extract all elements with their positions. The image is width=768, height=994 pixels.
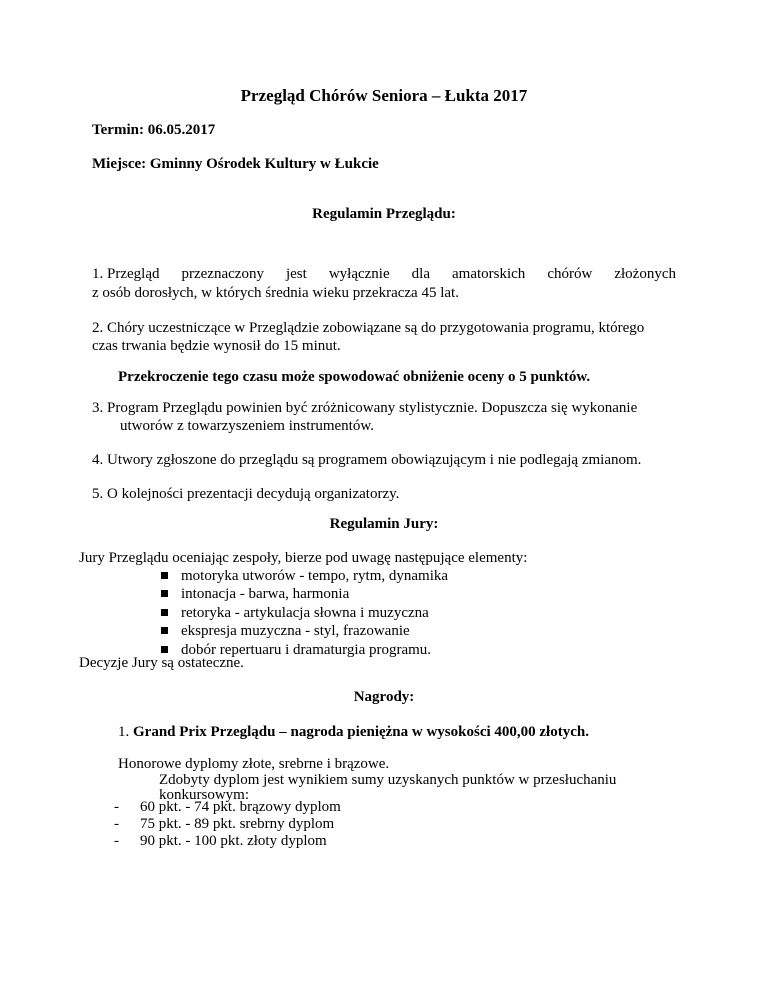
rule-1-word: chórów xyxy=(547,266,593,282)
rule-1-first-line xyxy=(92,265,676,283)
jury-intro: Jury Przeglądu oceniając zespoły, bierze pod uwagę następujące elementy: xyxy=(79,550,528,566)
rule-1-word: przeznaczony xyxy=(181,266,264,282)
rule-3-first-line: 3. Program Przeglądu powinien być zróżnicowany stylistycznie. Dopuszcza się wykonanie xyxy=(92,400,638,416)
grand-prix-number: 1. xyxy=(118,724,133,740)
square-bullet-icon xyxy=(161,572,168,579)
grand-prix xyxy=(118,723,589,741)
list-item: motoryka utworów - tempo, rytm, dynamika xyxy=(159,567,448,585)
rule-2-second-line: czas trwania będzie wynosił do 15 minut. xyxy=(92,338,341,354)
rule-1-second-line: z osób dorosłych, w których średnia wieku przekracza 45 lat. xyxy=(92,285,459,301)
list-item: - 75 pkt. - 89 pkt. srebrny dyplom xyxy=(114,816,335,832)
diplomas-explain-line-2: konkursowym: xyxy=(159,787,249,803)
rule-3-second-line: utworów z towarzyszeniem instrumentów. xyxy=(120,418,374,434)
square-bullet-icon xyxy=(161,627,168,634)
section-heading-prizes: Nagrody: xyxy=(353,689,415,705)
list-item: - 90 pkt. - 100 pkt. złoty dyplom xyxy=(114,833,327,849)
rule-2-warning: Przekroczenie tego czasu może spowodować obniżenie oceny o 5 punktów. xyxy=(118,369,591,385)
rule-2-first-line: 2. Chóry uczestniczące w Przeglądzie zobowiązane są do przygotowania programu, którego xyxy=(92,320,645,336)
rule-5: 5. O kolejności prezentacji decydują organizatorzy. xyxy=(92,486,400,502)
list-item: ekspresja muzyczna - styl, frazowanie xyxy=(159,622,448,640)
square-bullet-icon xyxy=(161,590,168,597)
rule-1-word: złożonych xyxy=(614,266,676,282)
rule-4: 4. Utwory zgłoszone do przeglądu są programem obowiązującym i nie podlegają zmianom. xyxy=(92,452,642,468)
section-heading-jury: Regulamin Jury: xyxy=(329,516,439,532)
list-item: - 60 pkt. - 74 pkt. brązowy dyplom xyxy=(114,799,341,815)
grand-prix-text: Grand Prix Przeglądu – nagroda pieniężna w wysokości 400,00 złotych. xyxy=(133,724,589,740)
event-date: Termin: 06.05.2017 xyxy=(92,122,216,138)
diploma-ranges-list xyxy=(114,799,341,850)
dash-bullet: - xyxy=(114,833,119,849)
event-venue: Miejsce: Gminny Ośrodek Kultury w Łukcie xyxy=(92,156,379,172)
square-bullet-icon xyxy=(161,646,168,653)
rule-1-word: wyłącznie xyxy=(328,266,390,282)
jury-criteria-list xyxy=(159,567,448,659)
rule-1-word: jest xyxy=(285,266,307,282)
diplomas-info: Honorowe dyplomy złote, srebrne i brązowe. xyxy=(118,756,390,772)
dash-bullet: - xyxy=(114,799,119,815)
square-bullet-icon xyxy=(161,609,168,616)
page-title: Przegląd Chórów Seniora – Łukta 2017 xyxy=(240,86,528,105)
list-item: retoryka - artykulacja słowna i muzyczna xyxy=(159,604,448,622)
jury-closing: Decyzje Jury są ostateczne. xyxy=(79,655,244,671)
rule-1-word: amatorskich xyxy=(452,266,526,282)
rule-1-word: dla xyxy=(411,266,430,282)
dash-bullet: - xyxy=(114,816,119,832)
diplomas-explain-line-1: Zdobyty dyplom jest wynikiem sumy uzyskanych punktów w przesłuchaniu xyxy=(159,772,617,788)
list-item: dobór repertuaru i dramaturgia programu. xyxy=(159,641,448,659)
section-heading-rules: Regulamin Przeglądu: xyxy=(312,206,456,222)
list-item: intonacja - barwa, harmonia xyxy=(159,585,448,603)
rule-1-word: 1. Przegląd xyxy=(92,266,160,282)
